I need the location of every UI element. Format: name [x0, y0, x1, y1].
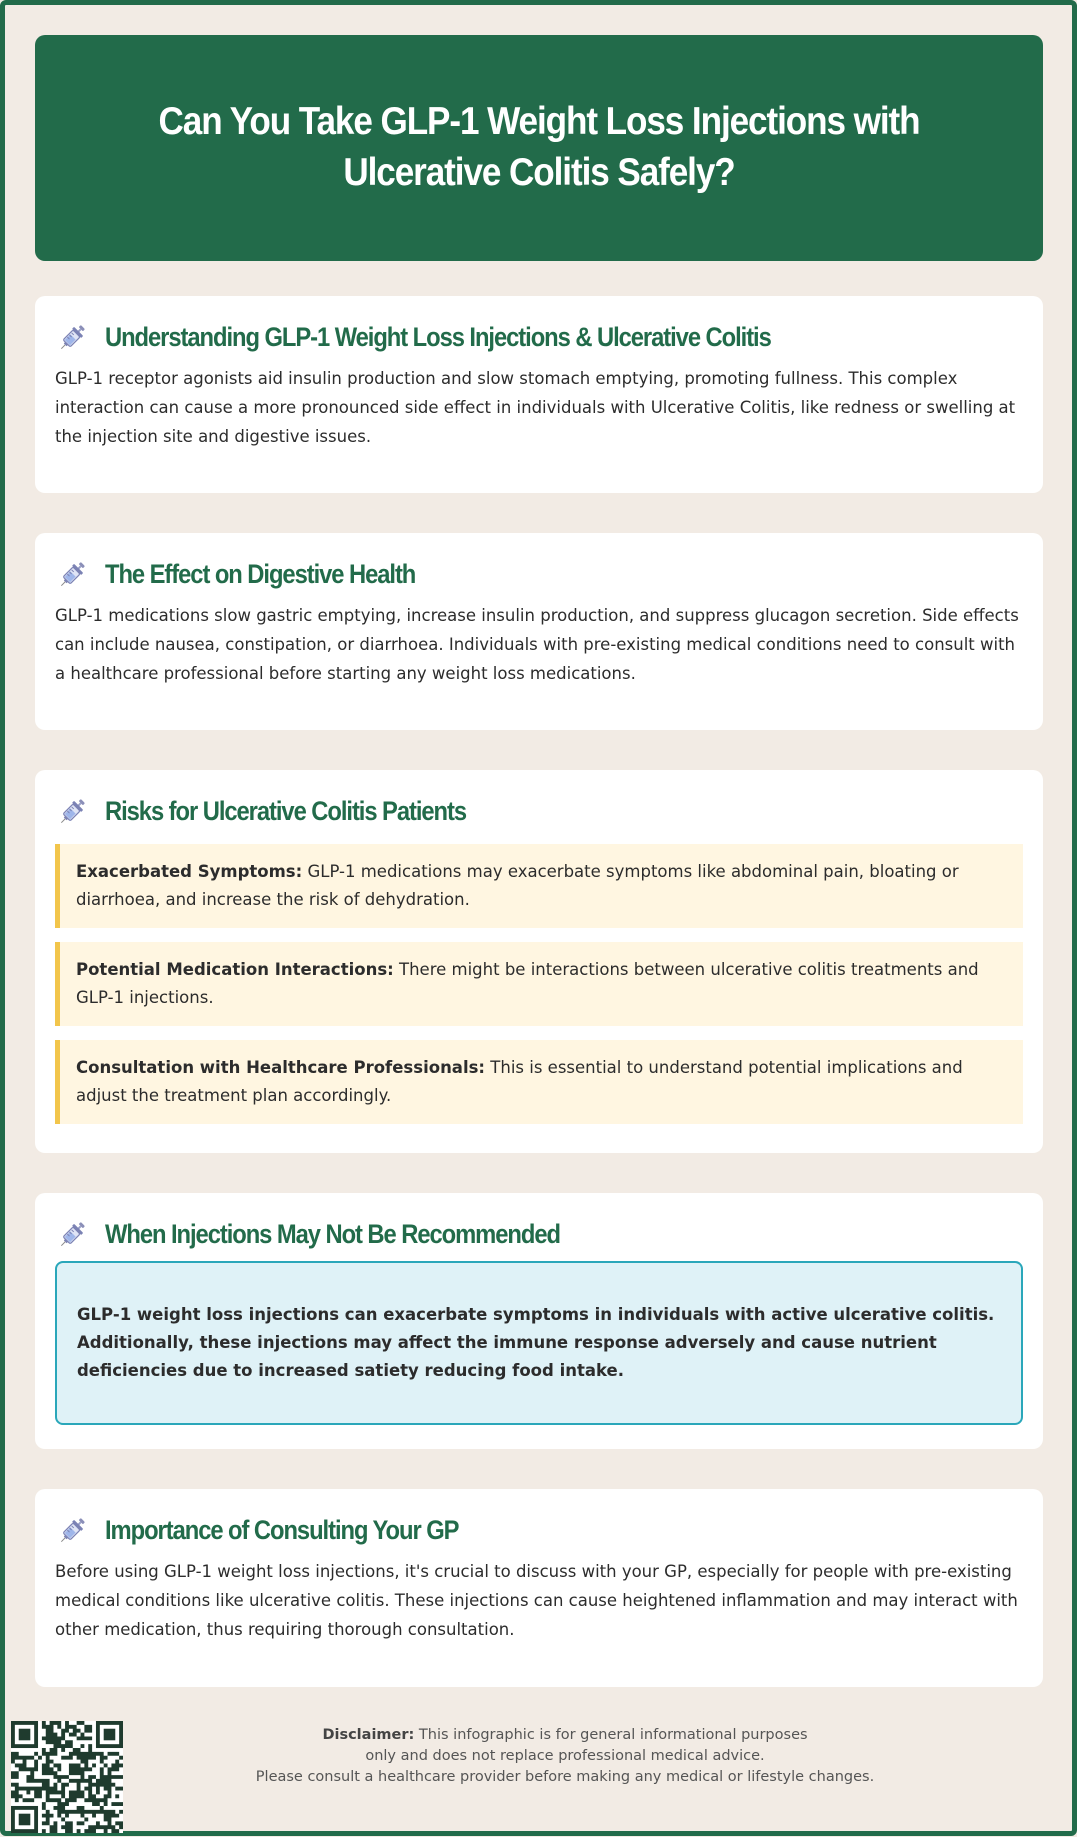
risk-item — [55, 942, 1023, 1026]
risk-item — [55, 844, 1023, 928]
section-title: The Effect on Digestive Health — [105, 558, 416, 589]
syringe-icon — [55, 556, 91, 592]
disclaimer — [185, 1725, 945, 1788]
risk-label: Exacerbated Symptoms: — [76, 862, 303, 881]
section-body: GLP-1 medications slow gastric emptying, increase insulin production, and suppress glucagon secretion. Side effects can include nausea, constipation, or diarrhoea. Individuals with pre-existing medical conditions need to consult with a healthcare professional before starting any weight loss medications. — [55, 606, 1019, 683]
section-not-recommended — [35, 1193, 1043, 1449]
section-title: Understanding GLP-1 Weight Loss Injections & Ulcerative Colitis — [105, 321, 771, 352]
risk-text: This is essential to understand potential implications and adjust the treatment plan accordingly. — [76, 1058, 963, 1105]
risk-text: GLP-1 medications may exacerbate symptoms like abdominal pain, bloating or diarrhoea, and increase the risk of dehydration. — [76, 862, 959, 909]
qr-code-icon[interactable] — [11, 1721, 123, 1833]
page-title: Can You Take GLP-1 Weight Loss Injections with Ulcerative Colitis Safely? — [158, 100, 920, 194]
disclaimer-line-3: Please consult a healthcare provider before making any medical or lifestyle changes. — [255, 1769, 875, 1785]
disclaimer-line-1: This infographic is for general informational purposes — [418, 1727, 808, 1743]
syringe-icon — [55, 1512, 91, 1548]
risk-label: Potential Medication Interactions: — [76, 960, 394, 979]
section-title: Importance of Consulting Your GP — [105, 1514, 459, 1545]
syringe-icon — [55, 793, 91, 829]
section-title: Risks for Ulcerative Colitis Patients — [105, 795, 467, 826]
section-body: GLP-1 receptor agonists aid insulin production and slow stomach emptying, promoting fullness. This complex interaction can cause a more pronounced side effect in individuals with Ulcerative Colitis, like redness or swelling at the injection site and digestive issues. — [55, 369, 1016, 446]
syringe-icon — [55, 319, 91, 355]
title-banner — [35, 35, 1043, 261]
risk-item — [55, 1040, 1023, 1124]
syringe-icon — [55, 1216, 91, 1252]
footer — [5, 1717, 1072, 1837]
section-title: When Injections May Not Be Recommended — [105, 1218, 560, 1249]
disclaimer-line-2: only and does not replace professional medical advice. — [365, 1748, 765, 1764]
section-understanding — [35, 296, 1043, 493]
section-body: Before using GLP-1 weight loss injections, it's crucial to discuss with your GP, especially for people with pre-existing medical conditions like ulcerative colitis. These injections can cause heightened inflammation and may interact with other medication, thus requiring thorough consultation. — [55, 1562, 1018, 1639]
section-risks — [35, 770, 1043, 1153]
warning-callout: GLP-1 weight loss injections can exacerbate symptoms in individuals with active ulcerative colitis. Additionally, these injections may affect the immune response adversely and cause nutrient deficiencies due to increased satiety reducing food intake. — [55, 1261, 1023, 1425]
risk-text: There might be interactions between ulcerative colitis treatments and GLP-1 injections. — [76, 960, 979, 1007]
risk-label: Consultation with Healthcare Professionals: — [76, 1058, 486, 1077]
section-consult-gp — [35, 1489, 1043, 1687]
section-digestive-health — [35, 533, 1043, 730]
disclaimer-label: Disclaimer: — [322, 1727, 415, 1743]
